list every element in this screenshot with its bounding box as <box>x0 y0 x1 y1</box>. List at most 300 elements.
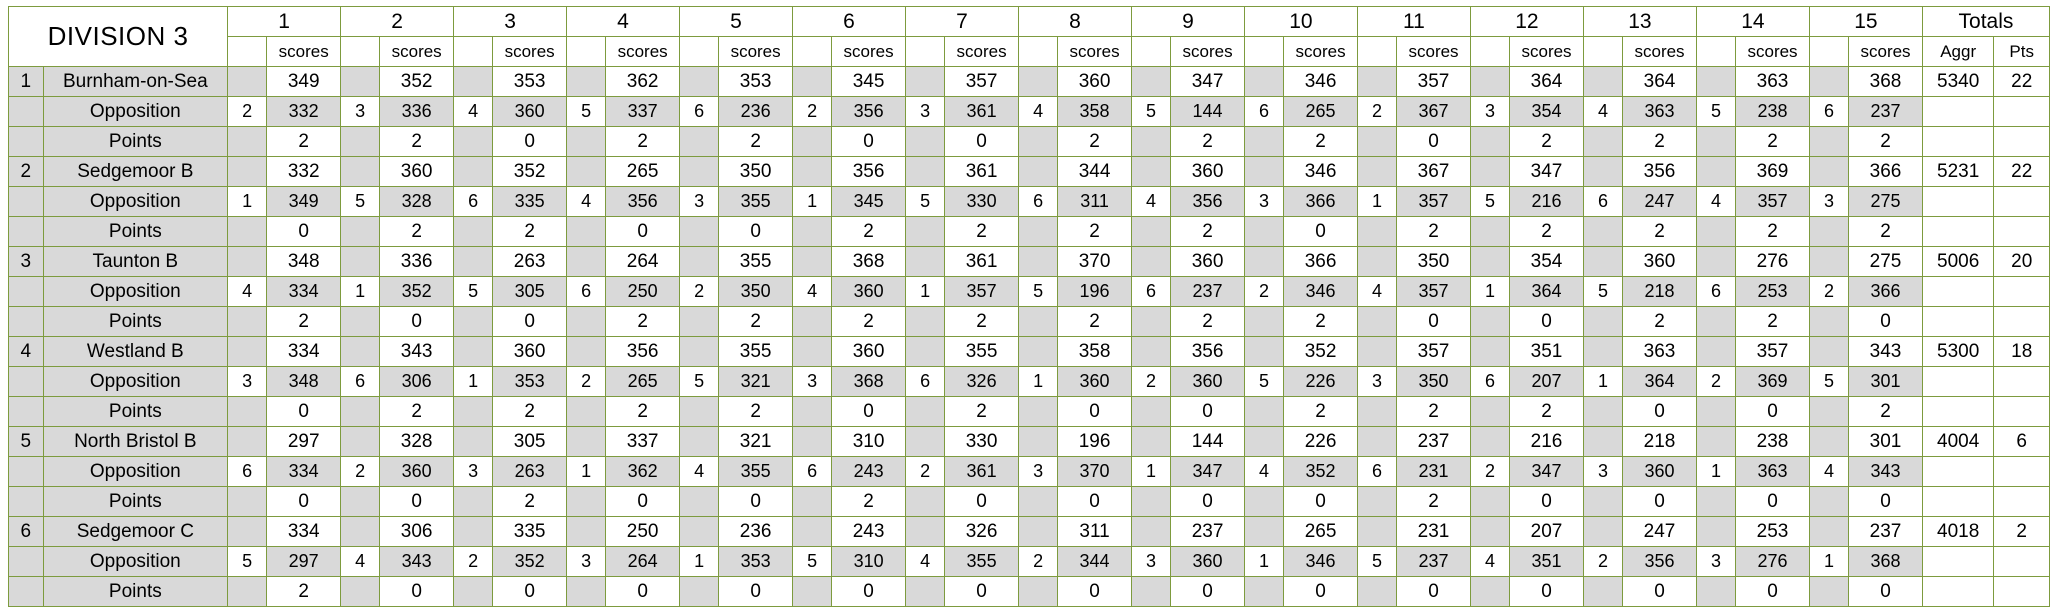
points-spacer-9 <box>1131 397 1170 427</box>
scores-label-12: scores <box>1510 37 1584 67</box>
opposition-score-5: 355 <box>719 187 793 217</box>
scores-label-13: scores <box>1623 37 1697 67</box>
opposition-number-5: 6 <box>680 97 719 127</box>
opposition-number-9: 6 <box>1131 277 1170 307</box>
opposition-number-7: 4 <box>905 547 944 577</box>
score-spacer-6 <box>793 337 832 367</box>
points-blank <box>1994 307 2050 337</box>
team-score-8: 196 <box>1058 427 1132 457</box>
opposition-score-10: 265 <box>1284 97 1358 127</box>
points-spacer-5 <box>680 307 719 337</box>
opposition-score-6: 368 <box>832 367 906 397</box>
opposition-score-12: 364 <box>1510 277 1584 307</box>
opposition-score-12: 347 <box>1510 457 1584 487</box>
opposition-score-14: 357 <box>1736 187 1810 217</box>
opposition-score-3: 352 <box>493 547 567 577</box>
match-points-13: 0 <box>1623 397 1697 427</box>
points-spacer-7 <box>905 307 944 337</box>
opposition-number-3: 2 <box>454 547 493 577</box>
opposition-score-2: 360 <box>380 457 454 487</box>
opposition-label: Opposition <box>43 367 228 397</box>
team-points-total: 18 <box>1994 337 2050 367</box>
opposition-score-10: 226 <box>1284 367 1358 397</box>
opposition-score-4: 264 <box>606 547 680 577</box>
match-points-7: 0 <box>945 487 1019 517</box>
team-score-1: 348 <box>267 247 341 277</box>
opposition-score-15: 368 <box>1849 547 1923 577</box>
match-points-6: 2 <box>832 217 906 247</box>
opposition-number-12: 3 <box>1470 97 1509 127</box>
points-spacer-12 <box>1470 487 1509 517</box>
opposition-score-1: 348 <box>267 367 341 397</box>
score-spacer-4 <box>567 247 606 277</box>
opposition-number-9: 3 <box>1131 547 1170 577</box>
opposition-score-8: 196 <box>1058 277 1132 307</box>
opposition-number-4: 2 <box>567 367 606 397</box>
points-spacer-13 <box>1583 217 1622 247</box>
points-spacer-7 <box>905 577 944 607</box>
team-name: North Bristol B <box>43 427 228 457</box>
opposition-number-12: 1 <box>1470 277 1509 307</box>
team-score-9: 360 <box>1171 157 1245 187</box>
match-points-6: 0 <box>832 127 906 157</box>
points-spacer-10 <box>1244 487 1283 517</box>
match-points-14: 0 <box>1736 397 1810 427</box>
match-number-3: 3 <box>454 7 567 37</box>
opposition-score-6: 310 <box>832 547 906 577</box>
points-blank <box>1994 97 2050 127</box>
points-spacer-2 <box>341 217 380 247</box>
team-score-2: 336 <box>380 247 454 277</box>
aggregate-blank <box>1922 367 1993 397</box>
opposition-number-9: 2 <box>1131 367 1170 397</box>
points-spacer-6 <box>793 217 832 247</box>
points-spacer-11 <box>1357 397 1396 427</box>
match-points-15: 0 <box>1849 577 1923 607</box>
opposition-number-3: 1 <box>454 367 493 397</box>
score-spacer-5 <box>680 337 719 367</box>
score-spacer-2 <box>341 157 380 187</box>
points-spacer-9 <box>1131 217 1170 247</box>
opposition-score-7: 330 <box>945 187 1019 217</box>
opposition-number-5: 5 <box>680 367 719 397</box>
opposition-number-7: 6 <box>905 367 944 397</box>
score-spacer-11 <box>1357 517 1396 547</box>
scores-label-3: scores <box>493 37 567 67</box>
opposition-number-2: 4 <box>341 547 380 577</box>
match-points-12: 2 <box>1510 217 1584 247</box>
team-aggregate: 5300 <box>1922 337 1993 367</box>
match-points-11: 2 <box>1397 217 1471 247</box>
match-points-4: 0 <box>606 487 680 517</box>
opposition-score-13: 363 <box>1623 97 1697 127</box>
opposition-number-6: 1 <box>793 187 832 217</box>
team-score-13: 363 <box>1623 337 1697 367</box>
match-points-13: 2 <box>1623 307 1697 337</box>
match-points-8: 2 <box>1058 127 1132 157</box>
points-label: Points <box>43 577 228 607</box>
points-spacer-15 <box>1809 217 1848 247</box>
opposition-score-1: 334 <box>267 277 341 307</box>
team-score-2: 352 <box>380 67 454 97</box>
score-spacer-4 <box>567 337 606 367</box>
team-name: Sedgemoor C <box>43 517 228 547</box>
opposition-score-10: 346 <box>1284 547 1358 577</box>
team-index: 5 <box>9 427 44 457</box>
opposition-number-2: 1 <box>341 277 380 307</box>
score-spacer-11 <box>1357 337 1396 367</box>
opposition-number-7: 1 <box>905 277 944 307</box>
team-score-3: 263 <box>493 247 567 277</box>
team-score-14: 238 <box>1736 427 1810 457</box>
score-spacer-15 <box>1809 337 1848 367</box>
scores-label-2: scores <box>380 37 454 67</box>
match-points-8: 0 <box>1058 577 1132 607</box>
match-number-8: 8 <box>1018 7 1131 37</box>
opposition-score-14: 369 <box>1736 367 1810 397</box>
match-number-2: 2 <box>341 7 454 37</box>
row-spacer <box>9 487 44 517</box>
opposition-score-6: 345 <box>832 187 906 217</box>
aggr-header: Aggr <box>1922 37 1993 67</box>
points-spacer-15 <box>1809 577 1848 607</box>
team-score-7: 361 <box>945 247 1019 277</box>
team-score-11: 237 <box>1397 427 1471 457</box>
team-score-1: 297 <box>267 427 341 457</box>
aggregate-blank <box>1922 547 1993 577</box>
team-score-9: 356 <box>1171 337 1245 367</box>
team-score-8: 358 <box>1058 337 1132 367</box>
opposition-number-11: 2 <box>1357 97 1396 127</box>
row-spacer <box>9 577 44 607</box>
match-points-14: 2 <box>1736 307 1810 337</box>
team-score-7: 361 <box>945 157 1019 187</box>
opposition-label: Opposition <box>43 547 228 577</box>
points-spacer-15 <box>1809 487 1848 517</box>
scores-label-9: scores <box>1171 37 1245 67</box>
aggregate-blank <box>1922 487 1993 517</box>
team-score-4: 337 <box>606 427 680 457</box>
opposition-number-10: 6 <box>1244 97 1283 127</box>
score-spacer-12 <box>1470 157 1509 187</box>
points-label: Points <box>43 397 228 427</box>
score-spacer-10 <box>1244 67 1283 97</box>
opposition-score-3: 263 <box>493 457 567 487</box>
opposition-score-2: 336 <box>380 97 454 127</box>
opposition-score-7: 361 <box>945 97 1019 127</box>
team-score-11: 357 <box>1397 337 1471 367</box>
score-spacer-3 <box>454 517 493 547</box>
team-score-9: 237 <box>1171 517 1245 547</box>
opposition-score-11: 237 <box>1397 547 1471 577</box>
score-spacer-3 <box>454 427 493 457</box>
opposition-score-7: 326 <box>945 367 1019 397</box>
row-spacer <box>9 277 44 307</box>
score-spacer-15 <box>1809 157 1848 187</box>
team-score-2: 360 <box>380 157 454 187</box>
opposition-label: Opposition <box>43 457 228 487</box>
points-spacer-11 <box>1357 127 1396 157</box>
score-spacer-1 <box>228 67 267 97</box>
score-spacer-14 <box>1696 157 1735 187</box>
team-score-3: 305 <box>493 427 567 457</box>
match-points-2: 2 <box>380 397 454 427</box>
score-spacer-10 <box>1244 157 1283 187</box>
match-points-5: 2 <box>719 127 793 157</box>
opposition-number-14: 4 <box>1696 187 1735 217</box>
table-row <box>9 187 2050 217</box>
opposition-score-8: 358 <box>1058 97 1132 127</box>
opposition-score-11: 367 <box>1397 97 1471 127</box>
row-spacer <box>9 397 44 427</box>
points-spacer-11 <box>1357 307 1396 337</box>
points-blank <box>1994 547 2050 577</box>
scores-label-5: scores <box>719 37 793 67</box>
opposition-score-9: 347 <box>1171 457 1245 487</box>
points-spacer-10 <box>1244 127 1283 157</box>
team-score-9: 360 <box>1171 247 1245 277</box>
opposition-score-8: 370 <box>1058 457 1132 487</box>
opposition-number-8: 3 <box>1018 457 1057 487</box>
team-aggregate: 5006 <box>1922 247 1993 277</box>
match-points-5: 0 <box>719 487 793 517</box>
opposition-score-5: 236 <box>719 97 793 127</box>
points-spacer-8 <box>1018 487 1057 517</box>
opposition-score-4: 362 <box>606 457 680 487</box>
table-header <box>9 7 2050 67</box>
match-points-1: 0 <box>267 487 341 517</box>
team-score-13: 360 <box>1623 247 1697 277</box>
opposition-score-10: 346 <box>1284 277 1358 307</box>
match-points-10: 0 <box>1284 217 1358 247</box>
team-score-7: 330 <box>945 427 1019 457</box>
division-results-table <box>8 6 2050 607</box>
opposition-score-5: 350 <box>719 277 793 307</box>
score-spacer-6 <box>793 157 832 187</box>
opposition-number-7: 5 <box>905 187 944 217</box>
match-points-2: 0 <box>380 577 454 607</box>
table-row <box>9 367 2050 397</box>
match-points-7: 2 <box>945 397 1019 427</box>
points-spacer-9 <box>1131 307 1170 337</box>
opposition-number-3: 5 <box>454 277 493 307</box>
match-points-12: 2 <box>1510 127 1584 157</box>
team-score-4: 250 <box>606 517 680 547</box>
score-spacer-7 <box>905 337 944 367</box>
points-spacer-13 <box>1583 307 1622 337</box>
match-points-8: 2 <box>1058 307 1132 337</box>
points-blank <box>1994 397 2050 427</box>
team-aggregate: 4018 <box>1922 517 1993 547</box>
scores-label-4: scores <box>606 37 680 67</box>
team-score-8: 344 <box>1058 157 1132 187</box>
score-spacer-8 <box>1018 517 1057 547</box>
opposition-number-2: 5 <box>341 187 380 217</box>
points-spacer-6 <box>793 487 832 517</box>
team-score-14: 369 <box>1736 157 1810 187</box>
match-points-5: 2 <box>719 307 793 337</box>
opposition-number-9: 4 <box>1131 187 1170 217</box>
opposition-number-1: 2 <box>228 97 267 127</box>
score-spacer-9 <box>1131 247 1170 277</box>
points-blank <box>1994 127 2050 157</box>
opposition-number-8: 4 <box>1018 97 1057 127</box>
opposition-number-9: 1 <box>1131 457 1170 487</box>
points-spacer-6 <box>793 577 832 607</box>
aggregate-blank <box>1922 187 1993 217</box>
team-score-12: 347 <box>1510 157 1584 187</box>
points-spacer-10 <box>1244 217 1283 247</box>
team-score-11: 357 <box>1397 67 1471 97</box>
score-spacer-2 <box>341 337 380 367</box>
opposition-number-13: 2 <box>1583 547 1622 577</box>
opposition-number-6: 5 <box>793 547 832 577</box>
match-points-11: 0 <box>1397 127 1471 157</box>
score-spacer-14 <box>1696 67 1735 97</box>
team-score-10: 366 <box>1284 247 1358 277</box>
points-spacer-6 <box>793 397 832 427</box>
totals-header: Totals <box>1922 7 2049 37</box>
team-score-4: 264 <box>606 247 680 277</box>
score-spacer-8 <box>1018 427 1057 457</box>
opposition-score-11: 357 <box>1397 277 1471 307</box>
match-points-10: 0 <box>1284 487 1358 517</box>
table-row <box>9 307 2050 337</box>
score-spacer-1 <box>228 157 267 187</box>
points-spacer-11 <box>1357 577 1396 607</box>
opposition-number-1: 3 <box>228 367 267 397</box>
opposition-number-11: 5 <box>1357 547 1396 577</box>
aggregate-blank <box>1922 97 1993 127</box>
team-score-6: 345 <box>832 67 906 97</box>
points-spacer-8 <box>1018 217 1057 247</box>
match-number-13: 13 <box>1583 7 1696 37</box>
aggregate-blank <box>1922 217 1993 247</box>
team-score-4: 356 <box>606 337 680 367</box>
team-score-7: 357 <box>945 67 1019 97</box>
points-spacer-4 <box>567 307 606 337</box>
opposition-score-8: 360 <box>1058 367 1132 397</box>
row-spacer <box>9 97 44 127</box>
match-points-8: 0 <box>1058 397 1132 427</box>
opposition-score-12: 351 <box>1510 547 1584 577</box>
points-spacer-5 <box>680 217 719 247</box>
opposition-score-4: 356 <box>606 187 680 217</box>
score-spacer-7 <box>905 157 944 187</box>
points-spacer-13 <box>1583 397 1622 427</box>
score-spacer-3 <box>454 337 493 367</box>
points-label: Points <box>43 487 228 517</box>
points-spacer-1 <box>228 487 267 517</box>
table-row <box>9 97 2050 127</box>
match-points-8: 2 <box>1058 217 1132 247</box>
team-score-14: 357 <box>1736 337 1810 367</box>
score-spacer-8 <box>1018 247 1057 277</box>
points-spacer-9 <box>1131 577 1170 607</box>
team-score-10: 265 <box>1284 517 1358 547</box>
score-spacer-13 <box>1583 157 1622 187</box>
table-body <box>9 67 2050 607</box>
opposition-score-13: 356 <box>1623 547 1697 577</box>
match-points-4: 2 <box>606 397 680 427</box>
points-spacer-5 <box>680 397 719 427</box>
score-spacer-9 <box>1131 157 1170 187</box>
score-spacer-4 <box>567 67 606 97</box>
opposition-number-15: 4 <box>1809 457 1848 487</box>
score-spacer-14 <box>1696 517 1735 547</box>
table-row <box>9 277 2050 307</box>
opposition-score-15: 237 <box>1849 97 1923 127</box>
score-spacer-10 <box>1244 517 1283 547</box>
match-points-11: 0 <box>1397 307 1471 337</box>
opposition-label: Opposition <box>43 277 228 307</box>
points-spacer-2 <box>341 397 380 427</box>
opposition-number-6: 2 <box>793 97 832 127</box>
points-spacer-1 <box>228 127 267 157</box>
score-spacer-13 <box>1583 517 1622 547</box>
opposition-label: Opposition <box>43 187 228 217</box>
match-points-15: 0 <box>1849 487 1923 517</box>
team-aggregate: 4004 <box>1922 427 1993 457</box>
team-points-total: 22 <box>1994 157 2050 187</box>
opposition-number-10: 4 <box>1244 457 1283 487</box>
opposition-number-1: 4 <box>228 277 267 307</box>
opposition-number-6: 6 <box>793 457 832 487</box>
opposition-score-7: 357 <box>945 277 1019 307</box>
opposition-score-12: 216 <box>1510 187 1584 217</box>
opposition-number-15: 3 <box>1809 187 1848 217</box>
team-score-9: 144 <box>1171 427 1245 457</box>
match-points-4: 0 <box>606 577 680 607</box>
opposition-score-10: 366 <box>1284 187 1358 217</box>
points-spacer-12 <box>1470 307 1509 337</box>
pts-header: Pts <box>1994 37 2050 67</box>
table-row <box>9 127 2050 157</box>
match-points-11: 2 <box>1397 397 1471 427</box>
team-name: Burnham-on-Sea <box>43 67 228 97</box>
score-spacer-1 <box>228 517 267 547</box>
score-spacer-6 <box>793 67 832 97</box>
match-points-9: 0 <box>1171 397 1245 427</box>
team-index: 6 <box>9 517 44 547</box>
team-score-1: 349 <box>267 67 341 97</box>
opposition-number-2: 6 <box>341 367 380 397</box>
opposition-score-11: 357 <box>1397 187 1471 217</box>
opposition-score-13: 364 <box>1623 367 1697 397</box>
match-points-10: 2 <box>1284 307 1358 337</box>
scores-label-6: scores <box>832 37 906 67</box>
score-spacer-12 <box>1470 337 1509 367</box>
match-points-1: 2 <box>267 127 341 157</box>
team-name: Sedgemoor B <box>43 157 228 187</box>
points-spacer-8 <box>1018 127 1057 157</box>
opposition-number-3: 3 <box>454 457 493 487</box>
match-points-12: 2 <box>1510 397 1584 427</box>
match-points-2: 2 <box>380 127 454 157</box>
scores-label-7: scores <box>945 37 1019 67</box>
points-spacer-4 <box>567 487 606 517</box>
table-row <box>9 337 2050 367</box>
score-spacer-15 <box>1809 247 1848 277</box>
opposition-number-8: 1 <box>1018 367 1057 397</box>
score-spacer-13 <box>1583 67 1622 97</box>
team-index: 4 <box>9 337 44 367</box>
team-score-11: 367 <box>1397 157 1471 187</box>
match-points-5: 2 <box>719 397 793 427</box>
team-score-10: 226 <box>1284 427 1358 457</box>
team-score-7: 326 <box>945 517 1019 547</box>
team-score-13: 218 <box>1623 427 1697 457</box>
